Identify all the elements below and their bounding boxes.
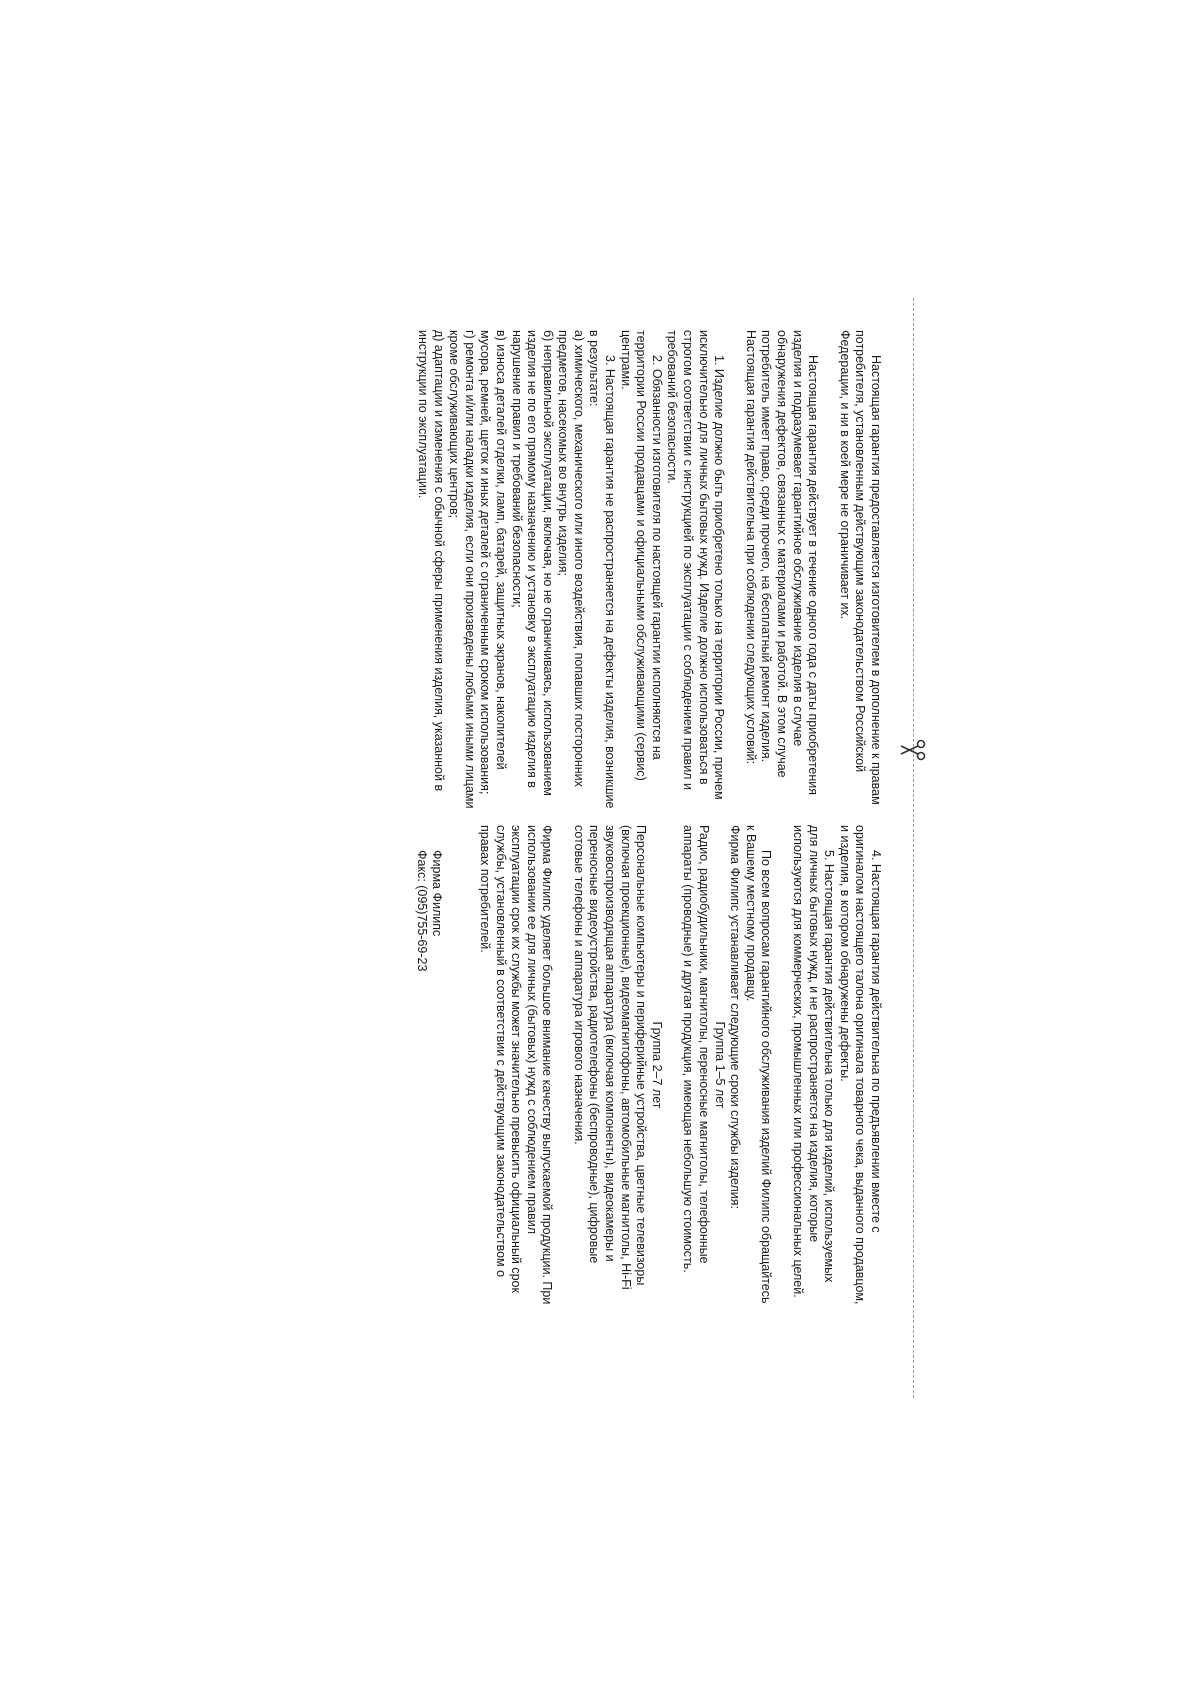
cut-line bbox=[913, 298, 914, 1398]
condition-3: 3. Настоящая гарантия не распространяется на дефекты изделия, возникшие в результате: bbox=[587, 330, 618, 809]
condition-3e: д) адаптации и изменения с обычной сферы применения изделия, указанной в инструкции по эксплуатации. bbox=[415, 330, 446, 792]
warranty-paragraph: Настоящая гарантия действует в течение одного года с даты приобретения изделия и подразумевает гарантийное обслуживание изделия в случае обнаружения дефектов, связанных с материалами и работой. В этом случае потребитель имеет право, среди прочего, на бесплатный ремонт изделия. Настоящая гарантия действительна при соблюдении следующих условий: bbox=[743, 330, 821, 796]
condition-1: 1. Изделие должно быть приобретено только на территории России, причем исключительно для личных бытовых нужд. Изделие должно использоваться в строгом соответствии с инструкцией по эксплуатации с соблюдением правил и требований безопасности. bbox=[665, 330, 727, 800]
warranty-page bbox=[263, 330, 883, 1310]
company-name: Фирма Филипс bbox=[430, 850, 445, 937]
condition-3b: б) неправильной эксплуатации, включая, но не ограничиваясь, использованием изделия не по его прямому назначению и установку в эксплуатацию изделия в нарушение правил и требований безопасности; bbox=[509, 330, 555, 796]
right-column bbox=[413, 825, 883, 1305]
condition-3c: в) износа деталей отделки, ламп, батарей, защитных экранов, накопителей мусора, ремней, щеток и иных деталей с ограниченным сроком использования; bbox=[478, 330, 508, 795]
condition-5: 5. Настоящая гарантия действительна только для изделий, используемых для личных бытовых нужд, и не распространяется на изделия, которые используются для коммерческих, промышленных или профессиональных целей. bbox=[791, 825, 837, 1298]
group-1-title: Группа 1–5 лет bbox=[712, 1021, 727, 1109]
service-info: По всем вопросам гарантийного обслуживания изделий Филипс обращайтесь к Вашему местному продавцу. bbox=[743, 825, 774, 1304]
group-1-text: Радио, радиобудильники, магнитолы, переносные магнитолы, телефонные аппараты (проводные) и другая продукция, имеющая небольшую стоимость. bbox=[681, 825, 712, 1273]
condition-3a: а) химического, механического или иного воздействия, попавших посторонних предметов, насекомых во внутрь изделия; bbox=[556, 330, 586, 787]
condition-2: 2. Обязанности изготовителя по настоящей гарантии исполняются на территории России продавцами и официальными обслуживающими (сервис) центрами. bbox=[618, 330, 664, 781]
group-2-text: Персональные компьютеры и периферийные устройства, цветные телевизоры (включая проекционные), видеомагнитофоны, автомобильные магнитолы, Hi-Fi звуковоспроизводящая аппаратура (включая компоненты), видеокамеры и переносные видеоустройства, радиотелефоны (беспроводные), цифровые сотовые телефоны и аппаратура игрового назначения. bbox=[571, 825, 649, 1290]
quality-note: Фирма Филипс уделяет большое внимание качеству выпускаемой продукции. При использовании ее для личных (бытовых) нужд с соблюдением правил эксплуатации срок их службы может значительно превысить официальный срок службы, установленный в соответствии с действующим законодательством о правах потребителей. bbox=[477, 825, 555, 1305]
condition-4: 4. Настоящая гарантия действительна по предъявлении вместе с оригиналом настоящего талона оригинала товарного чека, выданного продавцом, и изделия, в котором обнаружены дефекты. bbox=[837, 825, 883, 1305]
condition-3d: г) ремонта и/или наладки изделия, если они произведены любыми иными лицами кроме обслуживающих центров; bbox=[447, 330, 477, 809]
group-2-title: Группа 2–7 лет bbox=[649, 1021, 664, 1109]
intro-paragraph: Настоящая гарантия предоставляется изготовителем в дополнение к правам потребителя, установленным действующим законодательством Российской Федерации, и ни в коей мере не ограничивает их. bbox=[837, 330, 883, 805]
left-column bbox=[414, 330, 883, 810]
fax-number: Факс: (095)755-69-23 bbox=[414, 850, 429, 972]
service-life-intro: Фирма Филипс устанавливает следующие сроки службы изделия: bbox=[728, 825, 743, 1210]
scissors-icon bbox=[898, 735, 928, 765]
